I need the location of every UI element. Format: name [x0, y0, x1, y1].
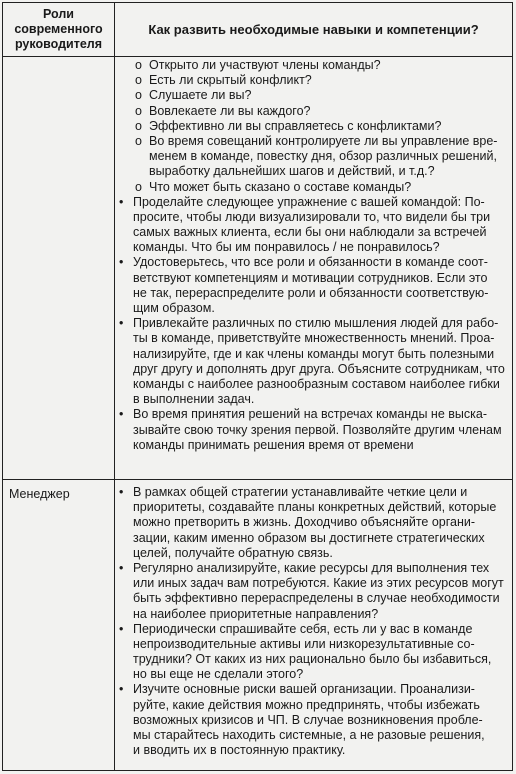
section1-line: [119, 180, 509, 195]
section2-line-text: руйте, какие действия можно предпринять, чтобы избежать: [133, 697, 480, 712]
section1-line: [119, 58, 509, 73]
section1-line-text: нализируйте, где и как члены команды могут быть полезными: [133, 346, 495, 361]
section1-line: [119, 392, 509, 407]
circle-bullet-icon: o: [135, 133, 142, 148]
circle-bullet-icon: o: [135, 103, 142, 118]
circle-bullet-icon: o: [135, 88, 142, 103]
section2-line: [119, 531, 509, 546]
section2-line: [119, 698, 509, 713]
section2-line-text: зации, каким именно образом вы достигнете стратегических: [133, 530, 485, 545]
section2-line-text: непроизводительные активы или низкорезультативные со-: [133, 636, 475, 651]
section1-line-text: команды с наиболее разнообразным составом наиболее гибки: [133, 376, 500, 391]
section1-line: [119, 225, 509, 240]
section2-line-text: возможных кризисов и ЧП. В случае возникновения пробле-: [133, 712, 483, 727]
section2-line-text: но вы еще не сделали этого?: [133, 667, 304, 682]
section1-line: [119, 271, 509, 286]
section1-line-text: зывайте свою точку зрения первой. Позволяйте другим членам: [133, 422, 502, 437]
section2-line: [119, 515, 509, 530]
section1-line-text: Слушаете ли вы?: [149, 88, 252, 103]
section1-line-text: Удостоверьтесь, что все роли и обязанности в команде соот-: [133, 255, 488, 270]
section2-line: [119, 652, 509, 667]
section2-line: [119, 561, 509, 576]
role-manager: Менеджер: [9, 487, 70, 501]
section2-line-text: Регулярно анализируйте, какие ресурсы для выполнения тех: [133, 560, 490, 575]
section1-line: [119, 119, 509, 134]
section2-line-text: или иных задач вам потребуются. Какие из этих ресурсов могут: [133, 576, 504, 591]
section2-line-text: трудники? От каких из них рационально было бы избавиться,: [133, 652, 492, 667]
header-divider: [3, 56, 512, 57]
section1-line-text: команды. Что бы им понравилось / не понравилось?: [133, 240, 440, 255]
section1-line-text: выработку дальнейших шагов и действий, и т.д.?: [149, 164, 435, 179]
section1-line-text: не так, перераспределите роли и обязанности соответствую-: [133, 285, 489, 300]
bullet-icon: •: [119, 316, 124, 331]
section2-line-text: можно претворить в жизнь. Доходчиво объясняйте органи-: [133, 515, 476, 530]
header-roles-line3: руководителя: [14, 37, 103, 51]
bullet-icon: •: [119, 485, 124, 499]
section2-line: [119, 576, 509, 591]
section2-line-text: мы старайтесь находить системные, а не разовые решения,: [133, 728, 485, 742]
header-how-to-develop: Как развить необходимые навыки и компетенции?: [148, 22, 479, 37]
section1-line-text: Проделайте следующее упражнение с вашей командой: По-: [133, 194, 485, 209]
section1-line: [119, 286, 509, 301]
circle-bullet-icon: o: [135, 118, 142, 133]
bullet-icon: •: [119, 682, 124, 697]
section1-line-text: Во время принятия решений на встречах команды не выска-: [133, 407, 487, 422]
section2-line: [119, 546, 509, 561]
section1-line: [119, 301, 509, 316]
section1-line-text: Есть ли скрытый конфликт?: [149, 73, 312, 88]
section2-line-text: и вводить их в постоянную практику.: [133, 743, 346, 758]
section2-line: [119, 637, 509, 652]
competencies-table: [2, 2, 513, 771]
section2-line: [119, 667, 509, 682]
bullet-icon: •: [119, 560, 124, 575]
bullet-icon: •: [119, 621, 124, 636]
section1-line: [119, 331, 509, 346]
section2-line: [119, 743, 509, 758]
section1-line-text: Открыто ли участвуют члены команды?: [149, 58, 381, 72]
section2-line-text: быть эффективно перераспределены в случае необходимости: [133, 591, 500, 606]
section1-line-text: щим образом.: [133, 301, 215, 315]
section1-line: [119, 88, 509, 103]
header-roles: [3, 3, 114, 56]
circle-bullet-icon: o: [135, 58, 142, 72]
section2-line-text: приоритеты, создавайте планы конкретных действий, которые: [133, 500, 497, 515]
section1-line: [119, 210, 509, 225]
section1-line-text: друг другу и дополнять друг друга. Объясните сотрудникам, что: [133, 361, 505, 376]
section1-line: [119, 407, 509, 422]
section1-line: [119, 377, 509, 392]
section2-line: [119, 607, 509, 622]
section1-line: [119, 240, 509, 255]
section2-line: [119, 485, 509, 500]
section1-line: [119, 73, 509, 88]
section2-line-text: В рамках общей стратегии устанавливайте четкие цели и: [133, 485, 468, 499]
header-roles-line2: современного: [14, 22, 103, 36]
section2-line: [119, 682, 509, 697]
section1-line: [119, 347, 509, 362]
section1-line-text: Эффективно ли вы справляетесь с конфликтами?: [149, 118, 442, 133]
section2-content: [119, 485, 509, 758]
section2-line-text: Изучите основные риски вашей организации. Проанализи-: [133, 682, 475, 697]
circle-bullet-icon: o: [135, 73, 142, 88]
circle-bullet-icon: o: [135, 179, 142, 194]
section2-line-text: на наиболее приоритетные направления?: [133, 606, 379, 621]
section2-line: [119, 728, 509, 743]
section2-line: [119, 713, 509, 728]
section1-line: [119, 316, 509, 331]
column-divider: [114, 3, 115, 770]
section2-line: [119, 622, 509, 637]
section1-line: [119, 362, 509, 377]
section1-line: [119, 164, 509, 179]
section1-line: [119, 255, 509, 270]
section1-line-text: Вовлекаете ли вы каждого?: [149, 103, 311, 118]
section2-line-text: Периодически спрашивайте себя, есть ли у вас в команде: [133, 621, 473, 636]
bullet-icon: •: [119, 255, 124, 270]
section1-line-text: команды принимать решения время от времени: [133, 437, 414, 452]
section1-line-text: самых важных клиента, если бы они наблюдали за встречей: [133, 225, 487, 240]
section1-line-text: ветствуют компетенциям и мотивации сотрудников. Если это: [133, 270, 488, 285]
section2-line: [119, 591, 509, 606]
section1-line: [119, 438, 509, 453]
section1-line-text: в выполнении задач.: [133, 392, 255, 407]
section1-line: [119, 195, 509, 210]
section1-line-text: Во время совещаний контролируете ли вы управление вре-: [149, 133, 498, 148]
bullet-icon: •: [119, 194, 124, 209]
section1-line: [119, 423, 509, 438]
header-roles-line1: Роли: [43, 7, 74, 21]
section1-line-text: ты в команде, приветствуйте множественность мнений. Проа-: [133, 331, 495, 346]
section1-line-text: Что может быть сказано о составе команды?: [149, 179, 412, 194]
section1-line: [119, 104, 509, 119]
section2-line-text: целей, получайте обратную связь.: [133, 545, 333, 560]
section1-line-text: просите, чтобы люди визуализировали то, что видели бы три: [133, 209, 491, 224]
section1-line: [119, 134, 509, 149]
section2-line: [119, 500, 509, 515]
section1-line: [119, 149, 509, 164]
section1-line-text: менем в команде, повестку дня, обзор различных решений,: [149, 149, 497, 164]
section1-line-text: Привлекайте различных по стилю мышления людей для рабо-: [133, 316, 499, 331]
section1-content: [119, 58, 509, 453]
row-divider: [3, 479, 512, 480]
bullet-icon: •: [119, 407, 124, 422]
